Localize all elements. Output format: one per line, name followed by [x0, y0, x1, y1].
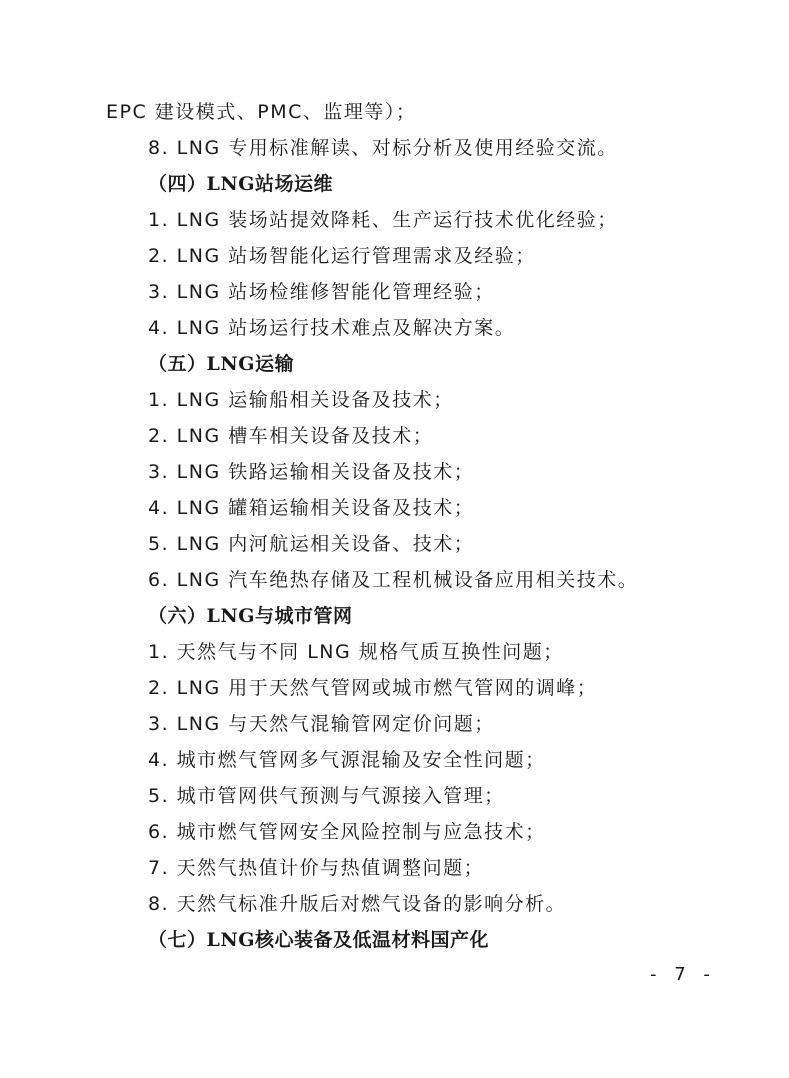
- list-item: 4. LNG 站场运行技术难点及解决方案。: [148, 317, 516, 339]
- list-item: 3. LNG 站场检维修智能化管理经验；: [148, 281, 495, 303]
- section-heading: （五）LNG运输: [148, 353, 294, 375]
- list-item: 4. 城市燃气管网多气源混输及安全性问题；: [148, 749, 546, 771]
- section-heading: （六）LNG与城市管网: [148, 605, 353, 627]
- section-heading: （四）LNG站场运维: [148, 173, 333, 195]
- list-item: 2. LNG 槽车相关设备及技术；: [148, 425, 434, 447]
- section-heading: （七）LNG核心装备及低温材料国产化: [148, 929, 489, 951]
- list-item: 6. LNG 汽车绝热存储及工程机械设备应用相关技术。: [148, 569, 639, 591]
- list-item: 3. LNG 与天然气混输管网定价问题；: [148, 713, 495, 735]
- list-item: 5. LNG 内河航运相关设备、技术；: [148, 533, 475, 555]
- list-item: 2. LNG 用于天然气管网或城市燃气管网的调峰；: [148, 677, 598, 699]
- list-item: 6. 城市燃气管网安全风险控制与应急技术；: [148, 821, 546, 843]
- list-item: 4. LNG 罐箱运输相关设备及技术；: [148, 497, 475, 519]
- list-item: 1. 天然气与不同 LNG 规格气质互换性问题；: [148, 641, 564, 663]
- list-item: 8. 天然气标准升版后对燃气设备的影响分析。: [148, 893, 567, 915]
- list-item: 5. 城市管网供气预测与气源接入管理；: [148, 785, 505, 807]
- text-line-continuation: EPC 建设模式、PMC、监理等）；: [106, 101, 417, 123]
- list-item: 3. LNG 铁路运输相关设备及技术；: [148, 461, 475, 483]
- list-item: 1. LNG 运输船相关设备及技术；: [148, 389, 454, 411]
- page-number: - 7 -: [650, 964, 716, 985]
- list-item: 8. LNG 专用标准解读、对标分析及使用经验交流。: [148, 137, 618, 159]
- list-item: 7. 天然气热值计价与热值调整问题；: [148, 857, 485, 879]
- list-item: 1. LNG 装场站提效降耗、生产运行技术优化经验；: [148, 209, 618, 231]
- list-item: 2. LNG 站场智能化运行管理需求及经验；: [148, 245, 536, 267]
